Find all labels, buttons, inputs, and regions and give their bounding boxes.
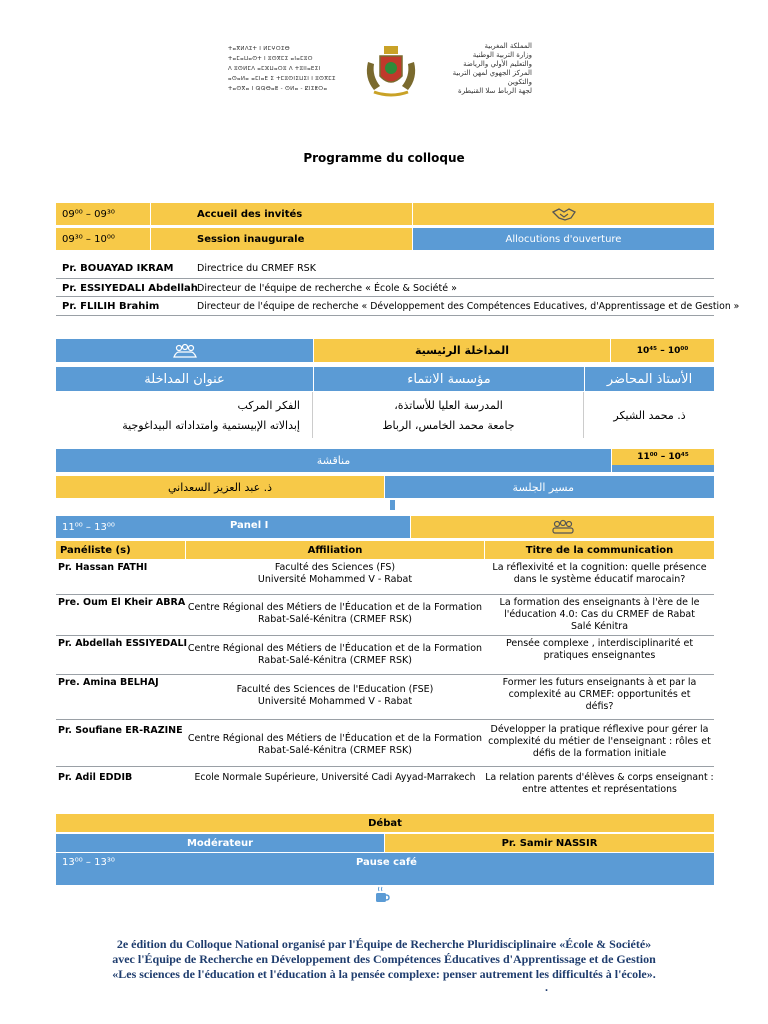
title-line: Former les futurs enseignants à et par la [502,677,697,688]
title-line: entre attentes et représentations [522,784,677,795]
pause-label: Pause café [356,857,417,868]
footer-dot: . [545,980,548,994]
keynote-label: المداخلة الرئيسية [314,339,610,362]
title-line: La formation des enseignants à l'ère de le [499,597,700,608]
opening-speaker-name: Pr. ESSIYEDALI Abdellah [62,282,198,294]
accueil-time: 09⁰⁰ – 09³⁰ [56,203,150,225]
panelist-name: Pre. Amina BELHAJ [58,677,159,688]
title-line: La réflexivité et la cognition: quelle présence [492,562,707,573]
affiliation-line: Université Mohammed V - Rabat [257,696,413,707]
title-line: pratiques enseignantes [543,650,656,661]
discussion-time: 11⁰⁰ – 10⁴⁵ [612,449,714,465]
tifinagh-line: ⵜⴰⵙⴳⴰ ⵏ ⵕⵕⴱⴰⵟ - ⵙⵍⴰ - ⵇⵏⵉⵟⵔⴰ [228,86,328,92]
title-line: complexité du métier de l'enseignant : rôles et [488,736,711,747]
divider [56,719,714,720]
panelist-name: Pr. Hassan FATHI [58,562,148,573]
allocutions-label: Allocutions d'ouverture [413,228,714,250]
divider [56,766,714,767]
title-line: l'éducation 4.0: Cas du CRMEF de Rabat [504,609,695,620]
panelist-affiliation [186,684,484,708]
tifinagh-line: ⴷ ⵓⵙⵍⵎⴷ ⴰⵎⵣⵡⴰⵔⵓ ⴷ ⵜⵓⵏⵏⴰⴹⵉⵏ [228,66,321,72]
discussion-label: مناقشة [56,449,611,472]
affiliation-line: Rabat-Salé-Kénitra (CRMEF RSK) [258,614,412,625]
divider [56,278,714,279]
coffee-cup-icon [374,886,390,904]
panel-col-title: Titre de la communication [485,541,714,559]
title-line: défis de la formation initiale [532,748,667,759]
communication-title [485,724,714,760]
panelist-name: Pr. Abdellah ESSIYEDALI [58,638,188,649]
keynote-col-institution: مؤسسة الانتماء [314,367,584,391]
panel-label: Panel I [230,520,269,531]
discussion-time-fill [612,465,714,472]
chair-name: ذ. عبد العزيز السعداني [56,476,384,498]
moderator-label: Modérateur [56,834,384,852]
panelist-affiliation [186,562,484,586]
title-line: Pensée complexe , interdisciplinarité et [505,638,694,649]
pause-bar [56,853,714,885]
keynote-title-line: إبدالاته الإبيستمية وامتداداته البيداغوجية [122,419,300,432]
keynote-institution-line: المدرسة العليا للأساتذة، [394,399,503,412]
people-icon [551,519,575,535]
page-title: Programme du colloque [303,151,465,165]
panel-time: 11⁰⁰ – 13⁰⁰ [56,516,410,538]
keynote-col-title: عنوان المداخلة [56,367,313,391]
footer-line-3: «Les sciences de l'éducation et l'éducation à la pensée complexe: penser autrement les difficultés à l'école». [112,967,656,981]
keynote-institution-line: جامعة محمد الخامس، الرباط [382,419,515,432]
affiliation-line: Ecole Normale Supérieure, Université Cadi Ayyad-Marrakech [194,772,476,783]
keynote-col-speaker: الأستاذ المحاضر [585,367,714,391]
communication-title [485,772,714,796]
opening-speaker-role: Directeur de l'équipe de recherche « École & Société » [197,282,457,294]
footer-line-1: 2e édition du Colloque National organisé par l'Équipe de Recherche Pluridisciplinaire «École & Société» [116,937,652,951]
keynote-time: 10⁴⁵ – 10⁰⁰ [611,339,714,362]
panelist-name: Pr. Soufiane ER-RAZINE [58,725,183,736]
keynote-title-cell [56,392,313,438]
panelist-affiliation [186,602,484,626]
title-line: dans le système éducatif marocain? [513,574,686,585]
divider [56,635,714,636]
affiliation-line: Faculté des Sciences de l'Education (FSE) [236,684,434,695]
divider [56,594,714,595]
panelist-affiliation [186,643,484,667]
accueil-icon-cell [413,203,714,225]
tifinagh-line: ⵜⴰⴳⵍⴷⵉⵜ ⵏ ⵍⵎⵖⵔⵉⴱ [228,46,290,52]
chair-label: مسير الجلسة [385,476,714,498]
title-line: défis? [585,701,614,712]
affiliation-line: Rabat-Salé-Kénitra (CRMEF RSK) [258,655,412,666]
arabic-line: المركز الجهوي لمهن التربية والتكوين [452,69,532,86]
arabic-line: لجهة الرباط سلا القنيطرة [458,87,532,95]
arabic-line: وزارة التربية الوطنية [472,51,532,59]
tifinagh-line: ⴰⵙⴰⵍⴰ ⴰⵎⵏⴰⴹ ⵉ ⵜⵎⵓⵙⵏⵉⵡⵉⵏ ⵏ ⵓⵙⴳⵎⵉ [228,76,336,82]
panel-col-panelist: Panéliste (s) [56,541,185,559]
affiliation-line: Faculté des Sciences (FS) [274,562,396,573]
title-line: La relation parents d'élèves & corps enseignant : [485,772,714,783]
keynote-title-line: الفكر المركب [237,399,300,412]
communication-title [485,597,714,633]
header-tifinagh [228,44,378,94]
affiliation-line: Centre Régional des Métiers de l'Éducation et de la Formation [187,602,483,613]
panel-icon-cell [411,516,714,538]
divider [56,315,714,316]
coat-of-arms-icon [360,42,422,98]
panelist-name: Pr. Adil EDDIB [58,772,133,783]
arabic-line: المملكة المغربية [484,42,532,50]
title-line: Salé Kénitra [570,621,629,632]
opening-speaker-role: Directeur de l'équipe de recherche « Développement des Compétences Educatives, d'Apprentissage et de Gestion » [197,300,740,312]
panel-col-affiliation: Affiliation [186,541,484,559]
keynote-speaker: ذ. محمد الشيكر [613,408,686,422]
people-icon [172,343,198,359]
tifinagh-line: ⵜⴰⵎⴰⵡⴰⵙⵜ ⵏ ⵓⵙⴳⵎⵉ ⴰⵏⴰⵎⵓⵔ [228,56,313,62]
moderator-name: Pr. Samir NASSIR [385,834,714,852]
opening-speaker-role: Directrice du CRMEF RSK [197,262,316,274]
connector-mark [390,500,395,510]
communication-title [485,677,714,713]
accueil-label: Accueil des invités [151,203,412,225]
panelist-affiliation [186,733,484,757]
session-label: Session inaugurale [151,228,412,250]
keynote-institution-cell [314,392,584,438]
pause-time: 13⁰⁰ – 13³⁰ [62,857,115,868]
panelist-name: Pre. Oum El Kheir ABRA [58,597,186,608]
footer-line-2: avec l'Équipe de Recherche en Développement des Compétences Éducatives d'Apprentissage et de Gestion [112,952,656,966]
communication-title [485,562,714,586]
divider [56,674,714,675]
affiliation-line: Université Mohammed V - Rabat [257,574,413,585]
arabic-line: والتعليم الأولي والرياضة [463,60,532,68]
title-line: Développer la pratique réflexive pour gérer la [490,724,709,735]
session-time: 09³⁰ – 10⁰⁰ [56,228,150,250]
opening-speaker-name: Pr. FLILIH Brahim [62,300,160,312]
keynote-icon-cell [56,339,313,362]
communication-title [485,638,714,662]
header-arabic [432,42,532,96]
handshake-icon [551,206,577,222]
affiliation-line: Rabat-Salé-Kénitra (CRMEF RSK) [258,745,412,756]
divider [56,296,714,297]
panelist-affiliation [186,772,484,784]
title-line: complexité au CRMEF: opportunités et [508,689,691,700]
affiliation-line: Centre Régional des Métiers de l'Éducation et de la Formation [187,733,483,744]
opening-speaker-name: Pr. BOUAYAD IKRAM [62,262,174,274]
affiliation-line: Centre Régional des Métiers de l'Éducation et de la Formation [187,643,483,654]
debate-label: Débat [56,814,714,832]
